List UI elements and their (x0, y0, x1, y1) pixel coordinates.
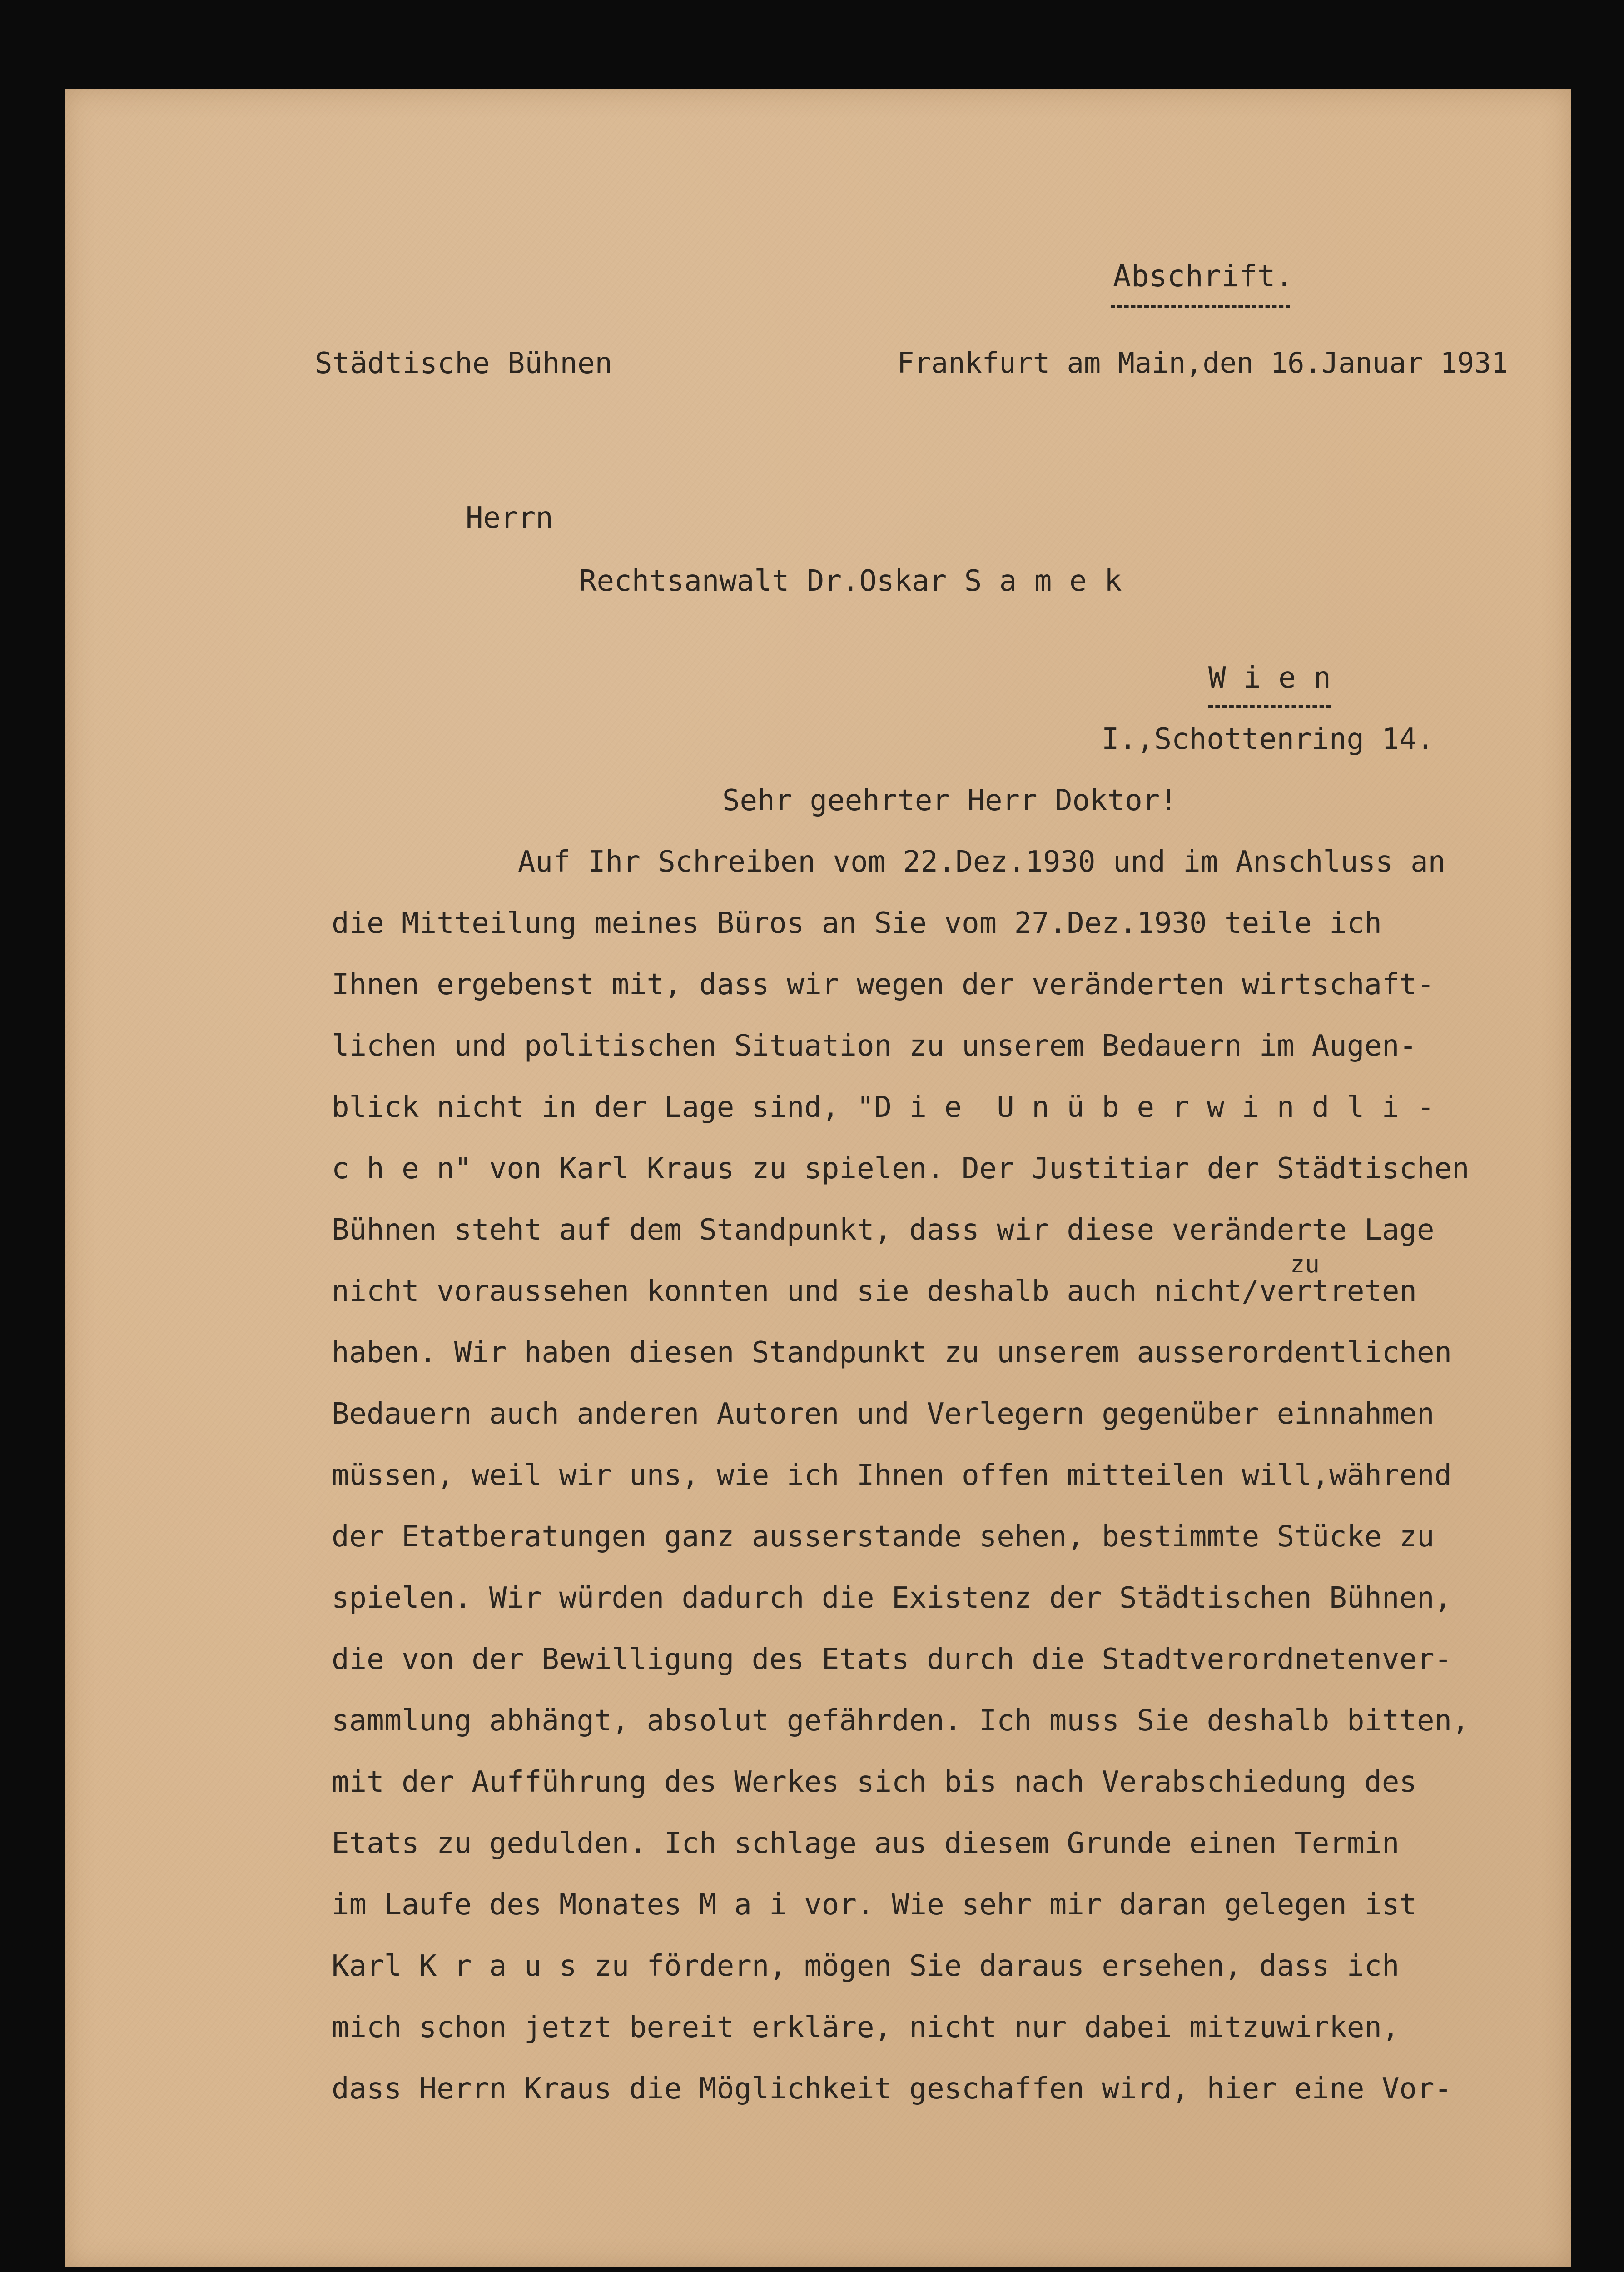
greeting: Sehr geehrter Herr Doktor! (722, 784, 1177, 817)
body-line: Bühnen steht auf dem Standpunkt, dass wir diese veränderte Lage (332, 1213, 1435, 1247)
recipient-city-underline (1208, 705, 1331, 708)
body-line: die Mitteilung meines Büros an Sie vom 27.Dez.1930 teile ich (332, 907, 1382, 940)
body-line: die von der Bewilligung des Etats durch die Stadtverordnetenver- (332, 1643, 1452, 1676)
body-line: Bedauern auch anderen Autoren und Verlegern gegenüber einnahmen (332, 1397, 1435, 1431)
body-line: der Etatberatungen ganz ausserstande sehen, bestimmte Stücke zu (332, 1520, 1435, 1554)
body-line: haben. Wir haben diesen Standpunkt zu unserem ausserordentlichen (332, 1336, 1452, 1370)
body-line: blick nicht in der Lage sind, "D i e U n ü b e r w i n d l i - (332, 1091, 1435, 1124)
body-line: müssen, weil wir uns, wie ich Ihnen offen mitteilen will,während (332, 1459, 1452, 1492)
sender-name: Städtische Bühnen (315, 347, 613, 380)
copy-mark-underline (1111, 305, 1290, 308)
place-and-date: Frankfurt am Main,den 16.Januar 1931 (897, 346, 1508, 379)
body-line: mich schon jetzt bereit erkläre, nicht nur dabei mitzuwirken, (332, 2011, 1400, 2044)
interlinear-insert: zu (1290, 1250, 1320, 1278)
copy-mark: Abschrift. (1113, 259, 1294, 294)
body-line: im Laufe des Monates M a i vor. Wie sehr mir daran gelegen ist (332, 1888, 1417, 1922)
body-line: c h e n" von Karl Kraus zu spielen. Der Justitiar der Städtischen (332, 1152, 1470, 1186)
body-line: Auf Ihr Schreiben vom 22.Dez.1930 und im Anschluss an (518, 845, 1446, 879)
body-line: Etats zu gedulden. Ich schlage aus diesem Grunde einen Termin (332, 1827, 1400, 1860)
body-line: lichen und politischen Situation zu unserem Bedauern im Augen- (332, 1029, 1417, 1063)
recipient-salutation-line: Herrn (466, 501, 553, 535)
body-line: Karl K r a u s zu fördern, mögen Sie daraus ersehen, dass ich (332, 1949, 1400, 1983)
body-line: sammlung abhängt, absolut gefährden. Ich muss Sie deshalb bitten, (332, 1704, 1470, 1738)
recipient-street: I.,Schottenring 14. (1102, 722, 1435, 756)
recipient-city: W i e n (1208, 661, 1331, 695)
recipient-name: Rechtsanwalt Dr.Oskar S a m e k (579, 564, 1122, 598)
body-line: nicht voraussehen konnten und sie deshalb auch nicht/vertreten (332, 1275, 1417, 1308)
body-line: mit der Aufführung des Werkes sich bis nach Verabschiedung des (332, 1765, 1417, 1799)
body-line: dass Herrn Kraus die Möglichkeit geschaffen wird, hier eine Vor- (332, 2072, 1452, 2106)
body-line: spielen. Wir würden dadurch die Existenz der Städtischen Bühnen, (332, 1581, 1452, 1615)
body-line: Ihnen ergebenst mit, dass wir wegen der veränderten wirtschaft- (332, 968, 1435, 1001)
